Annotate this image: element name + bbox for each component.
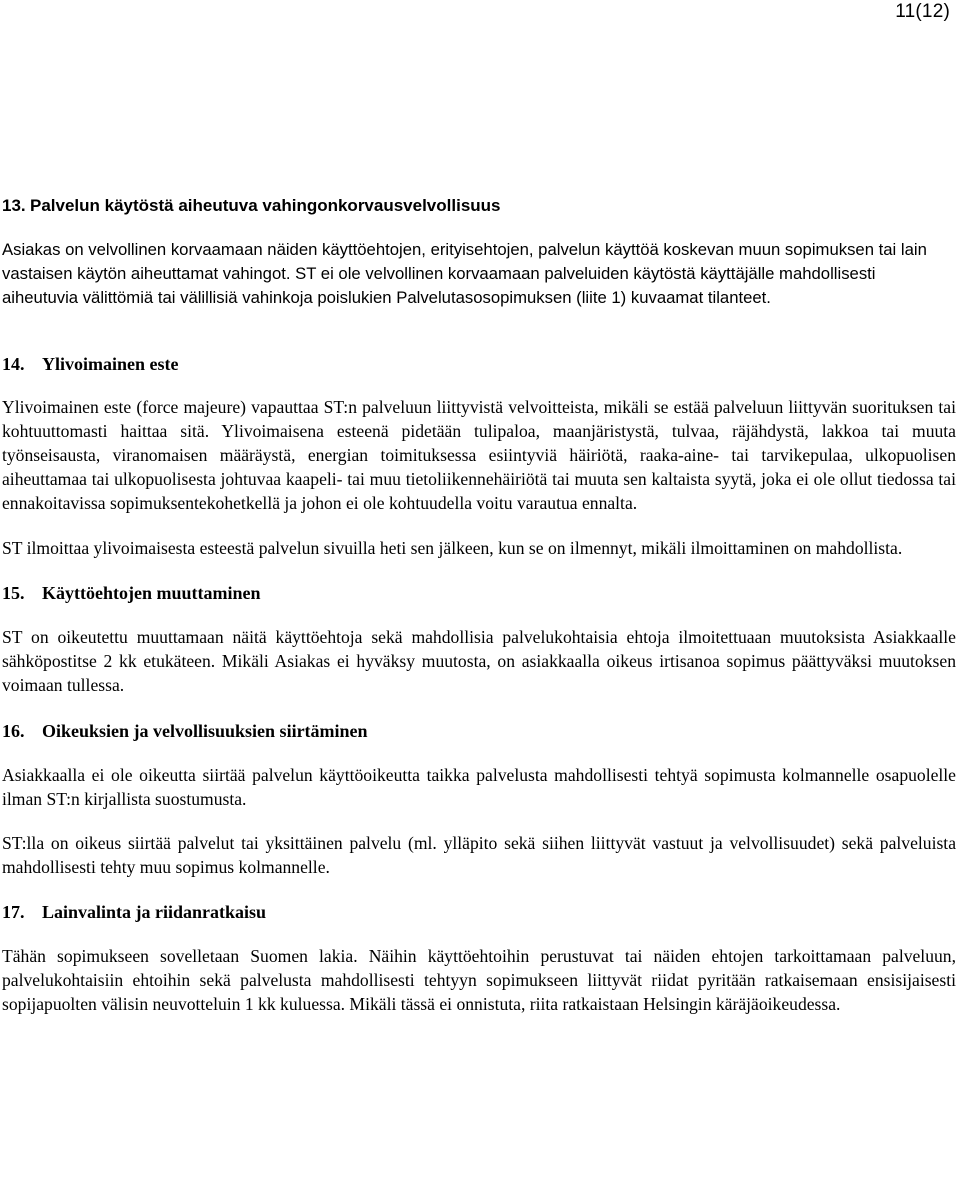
section-title: Ylivoimainen este <box>42 354 179 374</box>
page-number: 11(12) <box>895 1 950 22</box>
section-heading <box>2 719 956 743</box>
section-15 <box>2 581 956 697</box>
paragraph: Asiakkaalla ei ole oikeutta siirtää palvelun käyttöoikeutta taikka palvelusta mahdollisesti tehtyä sopimusta kolmannelle osapuolelle ilman ST:n kirjallista suostumusta. <box>2 765 956 809</box>
paragraph: ST on oikeutettu muuttamaan näitä käyttöehtoja sekä mahdollisia palvelukohtaisia ehtoja ilmoitettuaan muutoksista Asiakkaalle sähköpostitse 2 kk etukäteen. Mikäli Asiakas ei hyväksy muutosta, on asiakkaalla oikeus irtisanoa sopimus päättyväksi muutoksen voimaan tullessa. <box>2 627 956 695</box>
section-13 <box>2 194 956 310</box>
section-heading <box>2 194 956 218</box>
paragraph: Ylivoimainen este (force majeure) vapauttaa ST:n palveluun liittyvistä velvoitteista, mikäli se estää palveluun liittyvän suorituksen tai kohtuuttomasti haittaa sitä. Ylivoimaisena esteenä pidetään tulipaloa, maanjäristystä, tulvaa, räjähdystä, lakkoa tai muuta työnseisausta, viranomaisen määräystä, energian toimituksessa esiintyviä häiriötä, raaka-aine- tai tarvikepulaa, ulkopuolisen aiheuttamaa tai ulkopuolisesta johtuvaa kaapeli- tai muu tietoliikennehäiriötä tai muuta sen kaltaista syytä, joka ei ole ollut tiedossa tai ennakoitavissa sopimuksentekohetkellä ja johon ei ole kohtuudella voitu varautua ennalta. <box>2 397 956 513</box>
section-title: Palvelun käytöstä aiheutuva vahingonkorvausvelvollisuus <box>30 196 501 215</box>
section-14 <box>2 352 956 560</box>
section-heading <box>2 581 956 605</box>
section-16 <box>2 719 956 879</box>
section-title: Lainvalinta ja riidanratkaisu <box>42 902 267 922</box>
section-title: Käyttöehtojen muuttaminen <box>42 583 261 603</box>
section-title: Oikeuksien ja velvollisuuksien siirtäminen <box>42 721 368 741</box>
section-heading <box>2 900 956 924</box>
paragraph: Asiakas on velvollinen korvaamaan näiden käyttöehtojen, erityisehtojen, palvelun käyttöä koskevan muun sopimuksen tai lain vastaisen käytön aiheuttamat vahingot. ST ei ole velvollinen korvaamaan palveluiden käytöstä käyttäjälle mahdollisesti aiheutuvia välittömiä tai välillisiä vahinkoja poislukien Palvelutasosopimuksen (liite 1) kuvaamat tilanteet. <box>2 240 927 307</box>
paragraph: ST ilmoittaa ylivoimaisesta esteestä palvelun sivuilla heti sen jälkeen, kun se on ilmennyt, mikäli ilmoittaminen on mahdollista. <box>2 538 903 558</box>
section-number: 17. <box>2 902 25 922</box>
section-number: 14. <box>2 354 25 374</box>
section-17 <box>2 900 956 1016</box>
section-number: 15. <box>2 583 25 603</box>
section-heading <box>2 352 956 376</box>
section-number: 13. <box>2 196 26 215</box>
document-body <box>2 194 956 1016</box>
paragraph: ST:lla on oikeus siirtää palvelut tai yksittäinen palvelu (ml. ylläpito sekä siihen liittyvät vastuut ja velvollisuudet) sekä palveluista mahdollisesti tehty muu sopimus kolmannelle. <box>2 833 956 877</box>
paragraph: Tähän sopimukseen sovelletaan Suomen lakia. Näihin käyttöehtoihin perustuvat tai näiden ehtojen tarkoittamaan palveluun, palvelukohtaisiin ehtoihin sekä palvelusta mahdollisesti tehtyyn sopimukseen liittyvät riidat pyritään ratkaisemaan ensisijaisesti sopijapuolten välisin neuvotteluin 1 kk kuluessa. Mikäli tässä ei onnistuta, riita ratkaistaan Helsingin käräjäoikeudessa. <box>2 946 956 1014</box>
section-number: 16. <box>2 721 25 741</box>
